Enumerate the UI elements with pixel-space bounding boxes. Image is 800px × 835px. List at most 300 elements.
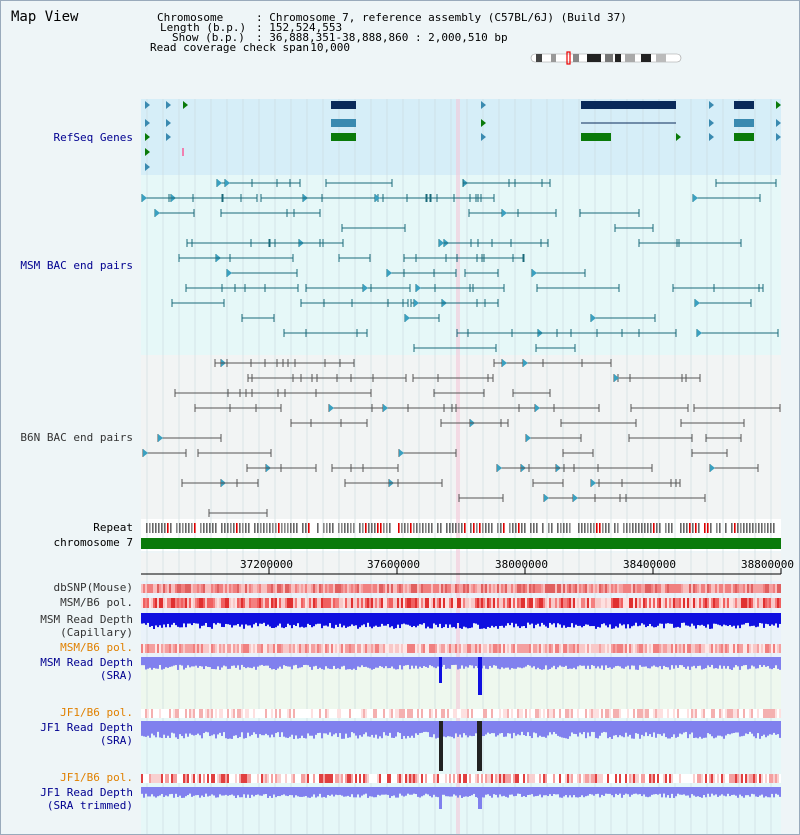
- depth-bar: [365, 657, 367, 667]
- heat-cell: [179, 598, 181, 608]
- depth-bar: [357, 721, 359, 738]
- heat-cell: [293, 584, 295, 593]
- heat-cell: [617, 584, 619, 593]
- depth-bar: [303, 721, 305, 738]
- heat-cell: [407, 709, 409, 718]
- depth-bar: [627, 721, 629, 737]
- depth-bar: [451, 787, 453, 797]
- heat-cell: [183, 774, 185, 783]
- heat-cell: [367, 644, 369, 653]
- heat-cell: [581, 598, 583, 608]
- heat-cell: [259, 709, 261, 718]
- depth-bar: [523, 721, 525, 735]
- depth-bar: [179, 657, 181, 665]
- heat-cell: [521, 774, 523, 783]
- heat-cell: [745, 709, 747, 718]
- repeat-mark: [671, 523, 673, 533]
- depth-bar: [399, 787, 401, 794]
- repeat-mark: [239, 523, 241, 533]
- depth-bar: [237, 787, 239, 795]
- depth-bar: [371, 721, 373, 735]
- heat-cell: [145, 644, 147, 653]
- heat-cell: [593, 709, 595, 718]
- depth-bar: [607, 613, 609, 627]
- depth-bar: [453, 613, 455, 627]
- heat-cell: [265, 598, 267, 608]
- depth-bar: [473, 657, 475, 668]
- heat-cell: [503, 598, 505, 608]
- heat-cell: [529, 774, 531, 783]
- heat-cell: [215, 598, 217, 608]
- heat-cell: [315, 644, 317, 653]
- heat-cell: [401, 709, 403, 718]
- heat-cell: [457, 598, 459, 608]
- depth-bar: [157, 787, 159, 796]
- heat-cell: [287, 644, 289, 653]
- heat-cell: [271, 584, 273, 593]
- depth-bar: [447, 613, 449, 628]
- heat-cell: [499, 774, 501, 783]
- depth-bar: [469, 613, 471, 628]
- depth-bar: [653, 787, 655, 794]
- depth-bar: [175, 657, 177, 665]
- heat-cell: [179, 709, 181, 718]
- depth-bar: [327, 721, 329, 735]
- depth-bar: [277, 787, 279, 796]
- depth-bar: [685, 721, 687, 732]
- depth-bar: [669, 721, 671, 739]
- depth-bar: [507, 787, 509, 798]
- depth-bar: [535, 613, 537, 625]
- heat-cell: [591, 709, 593, 718]
- heat-cell: [259, 644, 261, 653]
- depth-bar: [411, 657, 413, 666]
- depth-bar: [751, 657, 753, 665]
- depth-bar: [273, 787, 275, 795]
- heat-cell: [591, 774, 593, 783]
- heat-cell: [505, 644, 507, 653]
- depth-bar: [161, 613, 163, 628]
- depth-bar: [691, 657, 693, 667]
- depth-bar: [205, 787, 207, 794]
- heat-cell: [755, 644, 757, 653]
- depth-bar: [355, 613, 357, 625]
- depth-bar: [443, 721, 445, 737]
- depth-bar: [349, 657, 351, 669]
- depth-bar: [687, 721, 689, 738]
- heat-cell: [715, 598, 717, 608]
- heat-cell: [375, 598, 377, 608]
- depth-bar: [775, 787, 777, 794]
- heat-cell: [471, 584, 473, 593]
- depth-bar: [219, 613, 221, 623]
- depth-bar: [511, 657, 513, 668]
- heat-cell: [309, 709, 311, 718]
- label-dbsnp: dbSNP(Mouse): [53, 581, 133, 594]
- depth-bar: [589, 613, 591, 626]
- depth-bar: [657, 787, 659, 795]
- depth-bar: [173, 787, 175, 798]
- heat-cell: [227, 598, 229, 608]
- heat-cell: [699, 644, 701, 653]
- depth-bar: [565, 657, 567, 666]
- heat-cell: [513, 644, 515, 653]
- heat-cell: [279, 584, 281, 593]
- depth-bar: [767, 721, 769, 736]
- depth-bar: [315, 613, 317, 624]
- depth-bar: [641, 613, 643, 623]
- depth-bar: [727, 613, 729, 626]
- heat-cell: [455, 774, 457, 783]
- depth-bar: [627, 613, 629, 624]
- heat-cell: [451, 584, 453, 593]
- heat-cell: [637, 644, 639, 653]
- depth-bar: [411, 721, 413, 736]
- depth-bar: [185, 721, 187, 734]
- heat-cell: [399, 598, 401, 608]
- heat-cell: [329, 709, 331, 718]
- depth-bar: [685, 613, 687, 625]
- heat-cell: [637, 584, 639, 593]
- heat-cell: [645, 644, 647, 653]
- heat-cell: [289, 774, 291, 783]
- depth-bar: [177, 721, 179, 739]
- depth-bar: [331, 721, 333, 736]
- depth-bar: [679, 613, 681, 628]
- depth-bar: [731, 657, 733, 670]
- heat-cell: [519, 598, 521, 608]
- depth-bar: [779, 657, 781, 670]
- depth-bar: [665, 657, 667, 667]
- depth-bar: [513, 657, 515, 669]
- heat-cell: [757, 598, 759, 608]
- chromosome-bar: [141, 538, 781, 549]
- depth-bar: [713, 657, 715, 669]
- heat-cell: [373, 709, 375, 718]
- depth-bar: [461, 787, 463, 798]
- heat-cell: [437, 598, 439, 608]
- depth-bar: [249, 657, 251, 668]
- heat-cell: [291, 584, 293, 593]
- depth-bar: [525, 721, 527, 736]
- depth-bar: [309, 721, 311, 736]
- depth-bar: [595, 657, 597, 668]
- depth-bar: [543, 657, 545, 669]
- depth-bar: [147, 613, 149, 623]
- depth-bar: [515, 613, 517, 624]
- heat-cell: [193, 644, 195, 653]
- heat-cell: [645, 598, 647, 608]
- depth-bar: [427, 657, 429, 668]
- heat-cell: [193, 584, 195, 593]
- heat-cell: [647, 774, 649, 783]
- depth-bar: [521, 787, 523, 797]
- heat-cell: [281, 584, 283, 593]
- heat-cell: [209, 644, 211, 653]
- heat-cell: [273, 598, 275, 608]
- heat-cell: [579, 598, 581, 608]
- depth-bar: [579, 613, 581, 626]
- heat-cell: [333, 774, 335, 783]
- depth-bar: [769, 721, 771, 734]
- repeat-mark: [260, 523, 262, 533]
- heat-cell: [779, 644, 781, 653]
- heat-cell: [779, 774, 781, 783]
- heat-cell: [689, 774, 691, 783]
- heat-cell: [705, 709, 707, 718]
- heat-cell: [527, 774, 529, 783]
- label-msm-depth-sra-sub: (SRA): [99, 669, 133, 682]
- depth-bar: [169, 657, 171, 667]
- heat-cell: [189, 598, 191, 608]
- heat-cell: [745, 644, 747, 653]
- heat-cell: [561, 644, 563, 653]
- heat-cell: [605, 598, 607, 608]
- heat-cell: [369, 598, 371, 608]
- heat-cell: [505, 584, 507, 593]
- repeat-mark: [563, 523, 565, 533]
- depth-bar: [727, 787, 729, 794]
- repeat-mark: [578, 523, 580, 533]
- heat-cell: [275, 598, 277, 608]
- heat-cell: [573, 598, 575, 608]
- heat-cell: [567, 598, 569, 608]
- depth-bar: [589, 721, 591, 736]
- depth-bar: [313, 613, 315, 626]
- heat-cell: [361, 644, 363, 653]
- heat-cell: [161, 774, 163, 783]
- depth-bar: [549, 721, 551, 732]
- depth-bar: [703, 721, 705, 738]
- heat-cell: [189, 774, 191, 783]
- heat-cell: [503, 644, 505, 653]
- heat-cell: [769, 598, 771, 608]
- heat-cell: [557, 584, 559, 593]
- heat-cell: [181, 709, 183, 718]
- heat-cell: [521, 644, 523, 653]
- depth-bar: [461, 721, 463, 737]
- heat-cell: [471, 774, 473, 783]
- depth-bar: [707, 787, 709, 794]
- depth-bar: [287, 613, 289, 624]
- repeat-mark: [764, 523, 766, 533]
- heat-cell: [425, 584, 427, 593]
- heat-cell: [399, 774, 401, 783]
- depth-bar: [511, 721, 513, 738]
- depth-bar: [449, 657, 451, 669]
- heat-cell: [545, 598, 547, 608]
- heat-cell: [259, 774, 261, 783]
- heat-cell: [493, 598, 495, 608]
- depth-bar: [215, 657, 217, 669]
- depth-bar: [689, 721, 691, 734]
- heat-cell: [693, 584, 695, 593]
- depth-bar: [527, 613, 529, 623]
- depth-bar: [779, 721, 781, 738]
- depth-bar: [589, 787, 591, 794]
- heat-cell: [365, 774, 367, 783]
- heat-cell: [363, 709, 365, 718]
- depth-bar: [259, 657, 261, 665]
- heat-cell: [685, 774, 687, 783]
- repeat-mark: [533, 523, 535, 533]
- depth-bar: [243, 657, 245, 667]
- depth-bar: [493, 613, 495, 627]
- heat-cell: [567, 774, 569, 783]
- label-chromosome: chromosome 7: [53, 536, 133, 549]
- repeat-mark: [269, 523, 271, 533]
- heat-cell: [735, 644, 737, 653]
- depth-bar: [393, 613, 395, 629]
- depth-spike: [478, 787, 482, 809]
- heat-cell: [223, 709, 225, 718]
- depth-bar: [505, 657, 507, 668]
- heat-cell: [741, 584, 743, 593]
- heat-cell: [315, 584, 317, 593]
- depth-bar: [645, 657, 647, 666]
- heat-cell: [291, 709, 293, 718]
- depth-bar: [183, 657, 185, 670]
- repeat-mark: [287, 523, 289, 533]
- depth-bar: [755, 657, 757, 669]
- heat-cell: [563, 644, 565, 653]
- heat-cell: [219, 598, 221, 608]
- heat-cell: [441, 709, 443, 718]
- heat-cell: [159, 644, 161, 653]
- depth-bar: [491, 787, 493, 798]
- heat-cell: [375, 644, 377, 653]
- depth-bar: [411, 613, 413, 627]
- depth-bar: [373, 657, 375, 669]
- depth-bar: [623, 721, 625, 737]
- depth-bar: [641, 787, 643, 796]
- depth-bar: [299, 613, 301, 627]
- heat-cell: [621, 774, 623, 783]
- depth-bar: [711, 657, 713, 665]
- heat-cell: [323, 598, 325, 608]
- depth-bar: [651, 787, 653, 795]
- depth-bar: [517, 721, 519, 734]
- depth-bar: [151, 721, 153, 734]
- repeat-mark: [593, 523, 595, 533]
- heat-cell: [433, 584, 435, 593]
- depth-bar: [633, 721, 635, 739]
- depth-bar: [369, 787, 371, 796]
- heat-cell: [153, 644, 155, 653]
- heat-cell: [523, 774, 525, 783]
- repeat-mark: [524, 523, 526, 533]
- depth-bar: [149, 721, 151, 738]
- depth-bar: [265, 657, 267, 666]
- heat-cell: [563, 598, 565, 608]
- heat-cell: [721, 598, 723, 608]
- heat-cell: [519, 584, 521, 593]
- depth-bar: [403, 787, 405, 797]
- heat-cell: [307, 598, 309, 608]
- heat-cell: [401, 598, 403, 608]
- depth-bar: [343, 721, 345, 739]
- heat-cell: [219, 709, 221, 718]
- heat-cell: [383, 644, 385, 653]
- heat-cell: [257, 584, 259, 593]
- heat-cell: [651, 598, 653, 608]
- heat-cell: [295, 598, 297, 608]
- heat-cell: [165, 644, 167, 653]
- depth-bar: [703, 613, 705, 626]
- depth-bar: [565, 787, 567, 795]
- repeat-mark: [473, 523, 475, 533]
- heat-cell: [435, 584, 437, 593]
- depth-bar: [475, 657, 477, 666]
- depth-bar: [351, 657, 353, 670]
- depth-bar: [599, 613, 601, 628]
- heat-cell: [411, 584, 413, 593]
- heat-cell: [487, 598, 489, 608]
- heat-cell: [151, 598, 153, 608]
- repeat-mark: [389, 523, 391, 533]
- heat-cell: [601, 598, 603, 608]
- heat-cell: [753, 644, 755, 653]
- heat-cell: [573, 709, 575, 718]
- heat-cell: [649, 584, 651, 593]
- heat-cell: [269, 644, 271, 653]
- depth-bar: [673, 721, 675, 734]
- depth-bar: [509, 657, 511, 670]
- heat-cell: [427, 644, 429, 653]
- repeat-mark: [755, 523, 757, 533]
- heat-cell: [483, 774, 485, 783]
- heat-cell: [433, 598, 435, 608]
- depth-bar: [629, 613, 631, 628]
- depth-bar: [241, 721, 243, 732]
- depth-bar: [699, 787, 701, 797]
- heat-cell: [537, 774, 539, 783]
- depth-bar: [539, 787, 541, 795]
- heat-cell: [353, 598, 355, 608]
- heat-cell: [339, 598, 341, 608]
- heat-cell: [715, 709, 717, 718]
- heat-cell: [247, 644, 249, 653]
- heat-cell: [205, 709, 207, 718]
- depth-bar: [417, 657, 419, 669]
- depth-bar: [303, 787, 305, 797]
- heat-cell: [757, 584, 759, 593]
- depth-bar: [215, 787, 217, 798]
- depth-bar: [545, 657, 547, 665]
- depth-bar: [701, 721, 703, 739]
- depth-bar: [317, 657, 319, 669]
- depth-bar: [345, 721, 347, 734]
- heat-cell: [627, 774, 629, 783]
- heat-cell: [159, 584, 161, 593]
- depth-bar: [193, 787, 195, 796]
- heat-cell: [515, 644, 517, 653]
- repeat-mark: [668, 523, 670, 533]
- heat-cell: [577, 774, 579, 783]
- heat-cell: [321, 709, 323, 718]
- heat-cell: [683, 774, 685, 783]
- depth-bar: [379, 787, 381, 796]
- heat-cell: [491, 598, 493, 608]
- heat-cell: [229, 644, 231, 653]
- heat-cell: [473, 584, 475, 593]
- heat-cell: [599, 598, 601, 608]
- depth-bar: [653, 721, 655, 732]
- heat-cell: [509, 709, 511, 718]
- depth-bar: [773, 657, 775, 668]
- depth-bar: [549, 657, 551, 669]
- depth-bar: [615, 721, 617, 735]
